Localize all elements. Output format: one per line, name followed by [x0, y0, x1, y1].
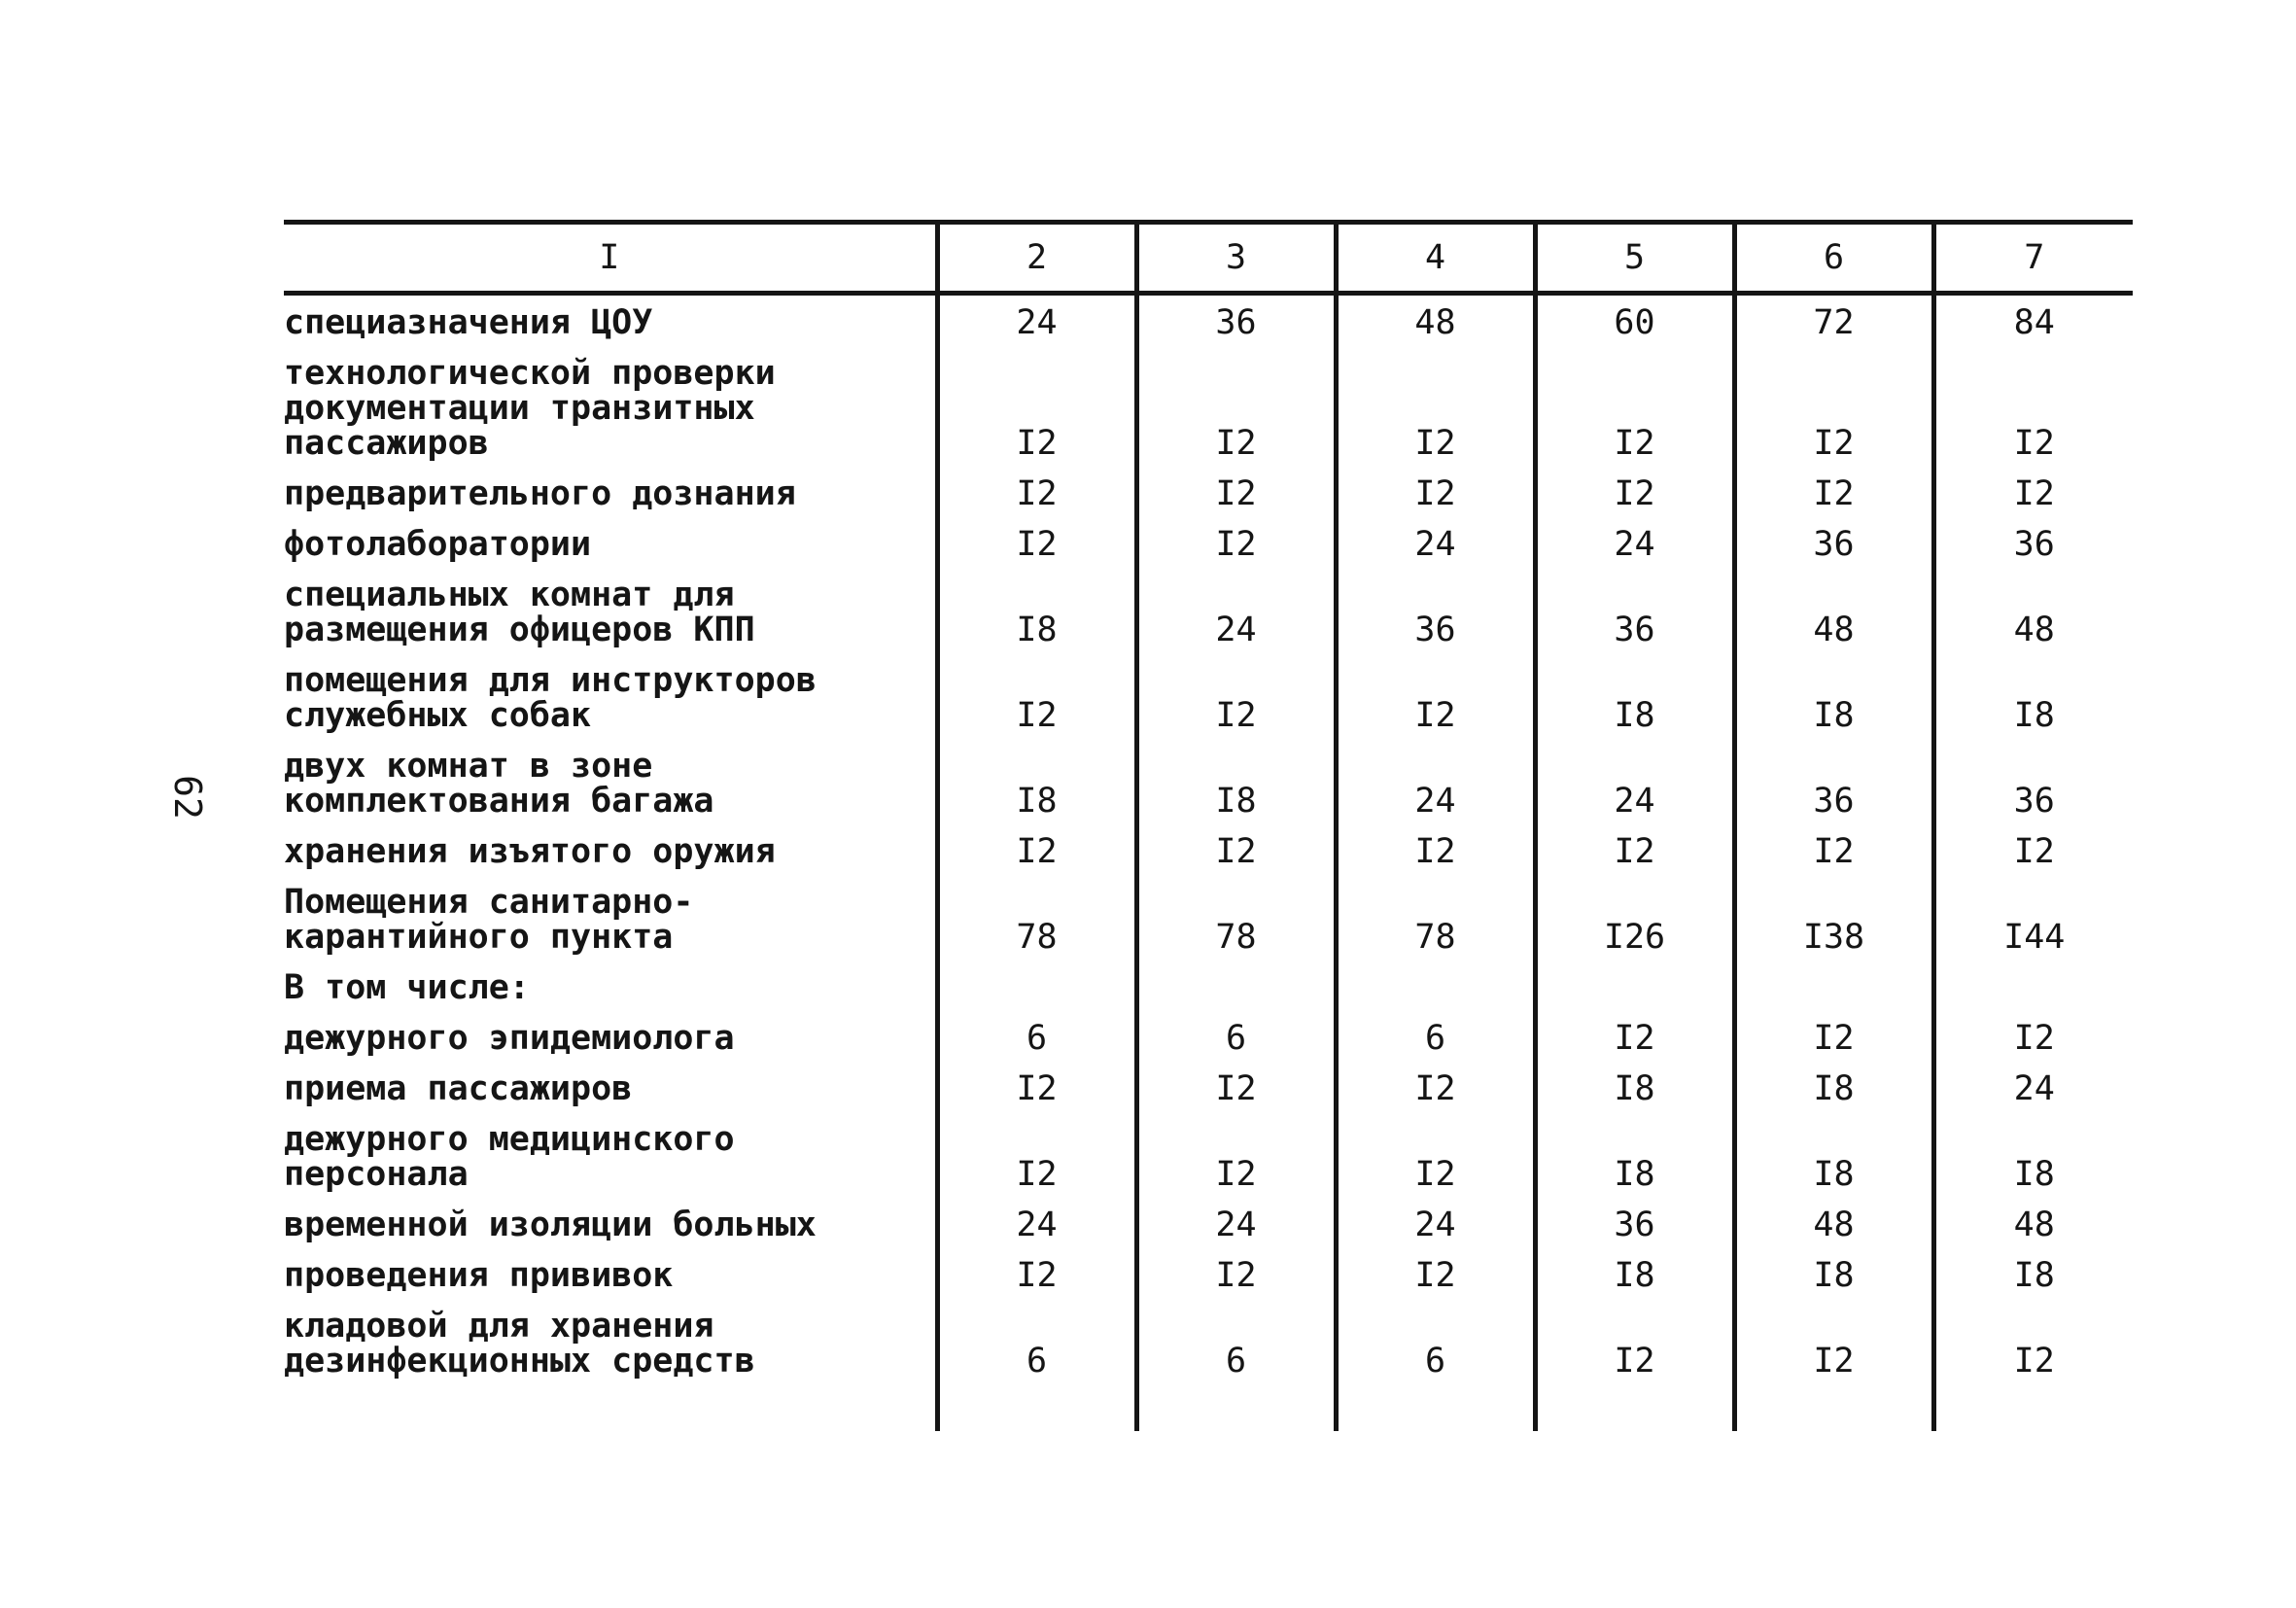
row-label: проведения прививок [284, 1256, 674, 1295]
table-cell: 24 [1336, 1198, 1535, 1248]
table-cell: I2 [1136, 346, 1336, 467]
row-label: временной изоляции больных [284, 1206, 817, 1244]
table-cell: I2 [937, 1062, 1136, 1112]
table-cell: 24 [1933, 1062, 2133, 1112]
table-body [284, 294, 2133, 1432]
row-label: приема пассажиров [284, 1069, 633, 1108]
table-cell: 6 [1336, 1011, 1535, 1062]
table-cell: I26 [1535, 875, 1734, 961]
table-row [284, 1299, 2133, 1384]
row-label: фотолаборатории [284, 525, 592, 564]
table-cell [1734, 961, 1933, 1011]
table-cell: 6 [1336, 1299, 1535, 1384]
table-cell: I8 [1933, 653, 2133, 739]
table-cell: 48 [1933, 1198, 2133, 1248]
table-cell: I2 [1734, 346, 1933, 467]
row-label: предварительного дознания [284, 474, 796, 513]
table-cell: I2 [1336, 653, 1535, 739]
data-table [284, 220, 2133, 1431]
row-label: В том числе: [284, 968, 530, 1007]
row-label: специазначения ЦОУ [284, 303, 653, 342]
table-cell: I2 [1136, 1248, 1336, 1299]
table-cell [1336, 961, 1535, 1011]
table-cell: I2 [1933, 1299, 2133, 1384]
table-cell: I8 [1734, 1112, 1933, 1198]
table-cell: I2 [1535, 824, 1734, 875]
filler-cell [1136, 1384, 1336, 1431]
table-cell: I2 [1136, 1062, 1336, 1112]
table-cell: 48 [1336, 294, 1535, 347]
row-label: Помещения санитарно-карантийного пункта [284, 883, 694, 957]
table-cell: 24 [1336, 739, 1535, 824]
table-cell: I2 [1933, 467, 2133, 517]
table-row [284, 1248, 2133, 1299]
table-row [284, 875, 2133, 961]
table-cell: I2 [1734, 824, 1933, 875]
table-cell: I2 [937, 346, 1136, 467]
column-header: 7 [1933, 223, 2133, 294]
table-cell [937, 961, 1136, 1011]
column-header: 5 [1535, 223, 1734, 294]
table-row [284, 1198, 2133, 1248]
table-cell: I2 [937, 824, 1136, 875]
table-cell: 24 [1136, 1198, 1336, 1248]
table-cell: I2 [1336, 467, 1535, 517]
table-cell: I8 [1535, 1112, 1734, 1198]
header-row [284, 223, 2133, 294]
column-header: 6 [1734, 223, 1933, 294]
table-row [284, 961, 2133, 1011]
table-cell: 6 [937, 1011, 1136, 1062]
row-label: хранения изъятого оружия [284, 832, 776, 871]
row-label: дежурного эпидемиолога [284, 1019, 735, 1058]
table-cell: I8 [937, 568, 1136, 653]
filler-cell [1933, 1384, 2133, 1431]
table-cell: I2 [1734, 1299, 1933, 1384]
table-cell: 6 [1136, 1011, 1336, 1062]
table-cell [1933, 961, 2133, 1011]
table-cell: I2 [1136, 824, 1336, 875]
table-cell: I2 [1136, 467, 1336, 517]
table-cell: 24 [1535, 517, 1734, 568]
filler-cell [937, 1384, 1136, 1431]
table-cell: I8 [1136, 739, 1336, 824]
table-cell: 24 [937, 1198, 1136, 1248]
column-header: 4 [1336, 223, 1535, 294]
table-cell: I2 [1933, 1011, 2133, 1062]
table-row [284, 346, 2133, 467]
table-cell: 24 [1535, 739, 1734, 824]
table-cell: I2 [1336, 1062, 1535, 1112]
table-cell: I2 [1535, 1299, 1734, 1384]
row-label: дежурного медицинского персонала [284, 1120, 735, 1194]
table-row [284, 568, 2133, 653]
table-cell: 78 [937, 875, 1136, 961]
table-cell: I2 [1136, 1112, 1336, 1198]
filler-cell [284, 1384, 937, 1431]
table-cell: 6 [937, 1299, 1136, 1384]
table-cell: I2 [1336, 1248, 1535, 1299]
table-cell: I38 [1734, 875, 1933, 961]
table-filler-row [284, 1384, 2133, 1431]
table-row [284, 1011, 2133, 1062]
row-label: специальных комнат для размещения офицеров КПП [284, 576, 755, 649]
table-cell: I2 [1136, 517, 1336, 568]
table-cell: 36 [1933, 739, 2133, 824]
table-cell: 36 [1734, 517, 1933, 568]
table-cell: I2 [1933, 824, 2133, 875]
table-cell: 84 [1933, 294, 2133, 347]
table-cell: I8 [1734, 653, 1933, 739]
page-number: 62 [165, 775, 209, 820]
table-cell: I2 [937, 653, 1136, 739]
row-label: двух комнат в зоне комплектования багажа [284, 747, 714, 821]
table-cell [1136, 961, 1336, 1011]
table-cell: I8 [937, 739, 1136, 824]
table-cell: I8 [1734, 1062, 1933, 1112]
table-cell: I8 [1535, 653, 1734, 739]
filler-cell [1336, 1384, 1535, 1431]
row-label: помещения для инструкторов служебных собак [284, 661, 817, 735]
column-header: 2 [937, 223, 1136, 294]
table-cell: 36 [1933, 517, 2133, 568]
table-cell: 78 [1136, 875, 1336, 961]
table-cell: I2 [1535, 346, 1734, 467]
table-cell: I2 [937, 517, 1136, 568]
table-row [284, 294, 2133, 347]
filler-cell [1734, 1384, 1933, 1431]
table-row [284, 1062, 2133, 1112]
table-cell: I2 [937, 1248, 1136, 1299]
table-row [284, 467, 2133, 517]
table-cell: I2 [937, 1112, 1136, 1198]
table-cell: I2 [1933, 346, 2133, 467]
table-cell: I8 [1933, 1112, 2133, 1198]
table-cell: 36 [1535, 568, 1734, 653]
table-cell: I2 [1336, 346, 1535, 467]
row-label: кладовой для хранения дезинфекционных средств [284, 1307, 755, 1381]
table-cell: I44 [1933, 875, 2133, 961]
row-label: технологической проверки документации транзитных пассажиров [284, 354, 776, 463]
column-header: 3 [1136, 223, 1336, 294]
table-row [284, 739, 2133, 824]
table-cell [1535, 961, 1734, 1011]
table-cell: 24 [937, 294, 1136, 347]
table-cell: 36 [1136, 294, 1336, 347]
table-row [284, 824, 2133, 875]
table-cell: I2 [1734, 1011, 1933, 1062]
table-row [284, 653, 2133, 739]
table-cell: I2 [1336, 1112, 1535, 1198]
table-cell: I8 [1535, 1248, 1734, 1299]
table-cell: 24 [1336, 517, 1535, 568]
table-cell: 72 [1734, 294, 1933, 347]
table-cell: 24 [1136, 568, 1336, 653]
table-cell: I2 [1535, 467, 1734, 517]
table-cell: I2 [937, 467, 1136, 517]
table-cell: 48 [1734, 568, 1933, 653]
table-row [284, 1112, 2133, 1198]
table-cell: 78 [1336, 875, 1535, 961]
table-cell: 36 [1535, 1198, 1734, 1248]
table-cell: 48 [1933, 568, 2133, 653]
column-header: I [284, 223, 937, 294]
table-cell: I2 [1336, 824, 1535, 875]
filler-cell [1535, 1384, 1734, 1431]
table-cell: I8 [1535, 1062, 1734, 1112]
table-cell: 36 [1336, 568, 1535, 653]
table-cell: I8 [1734, 1248, 1933, 1299]
table-cell: 6 [1136, 1299, 1336, 1384]
table-cell: 48 [1734, 1198, 1933, 1248]
table-row [284, 517, 2133, 568]
table-cell: I8 [1933, 1248, 2133, 1299]
table-cell: I2 [1535, 1011, 1734, 1062]
table-cell: I2 [1734, 467, 1933, 517]
table-cell: 36 [1734, 739, 1933, 824]
table-cell: I2 [1136, 653, 1336, 739]
table-cell: 60 [1535, 294, 1734, 347]
